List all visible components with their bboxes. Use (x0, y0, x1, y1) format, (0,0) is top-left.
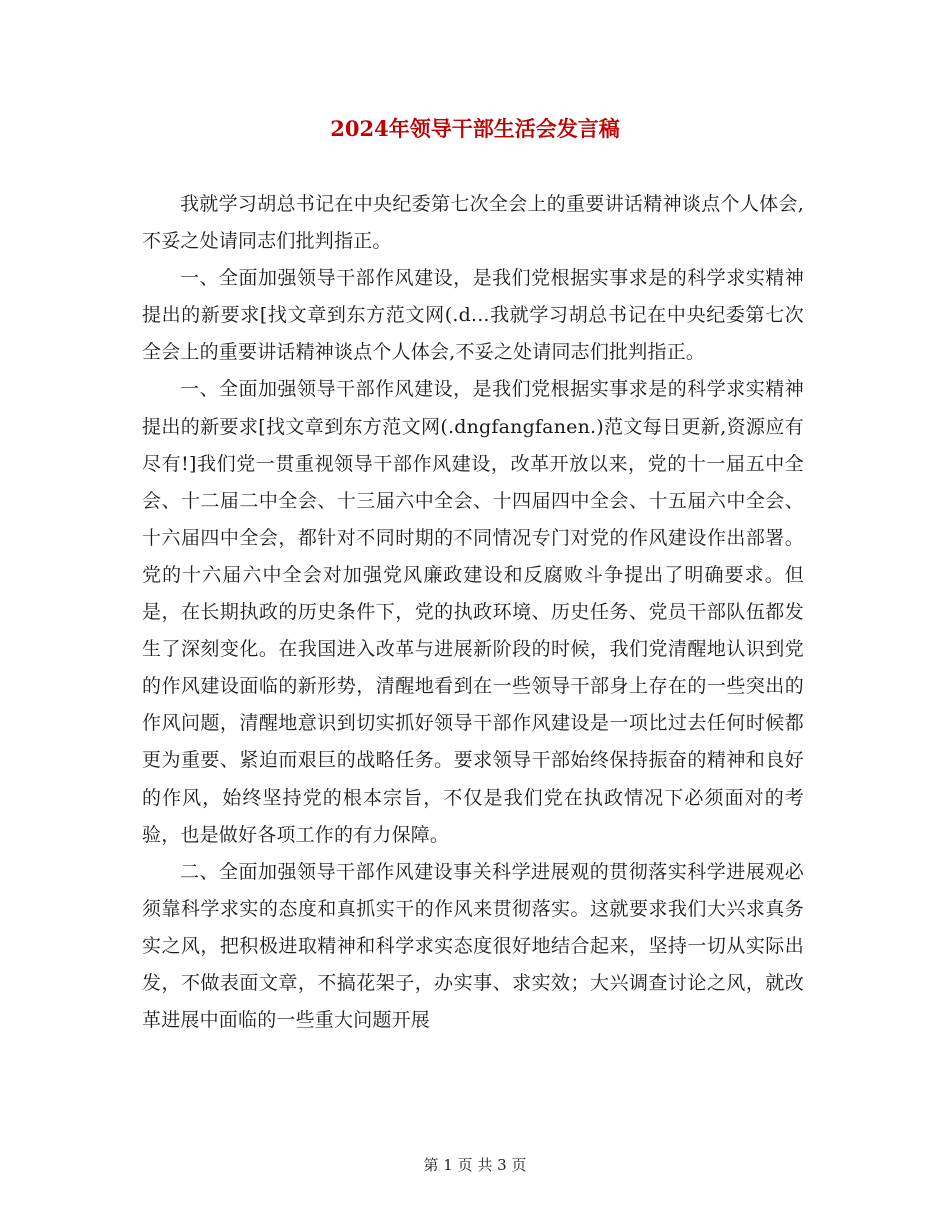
document-body (142, 186, 804, 1039)
paragraph-section-two: 二、全面加强领导干部作风建设事关科学进展观的贯彻落实科学进展观必须靠科学求实的态度和真抓实干的作风来贯彻落实。这就要求我们大兴求真务实之风，把积极进取精神和科学求实态度很好地结合起来，坚持一切从实际出发，不做表面文章，不搞花架子，办实事、求实效；大兴调查讨论之风，就改革进展中面临的一些重大问题开展 (142, 860, 804, 1032)
paragraph-section-one-b: 一、全面加强领导干部作风建设，是我们党根据实事求是的科学求实精神提出的新要求[找文章到东方范文网(.dngfangfanen.)范文每日更新,资源应有尽有!]我们党一贯重视领导干部作风建设，改革开放以来，党的十一届五中全会、十二届二中全会、十三届六中全会、十四届四中全会、十五届六中全会、十六届四中全会，都针对不同时期的不同情况专门对党的作风建设作出部署。党的十六届六中全会对加强党风廉政建设和反腐败斗争提出了明确要求。但是，在长期执政的历史条件下，党的执政环境、历史任务、党员干部队伍都发生了深刻变化。在我国进入改革与进展新阶段的时候，我们党清醒地认识到党的作风建设面临的新形势，清醒地看到在一些领导干部身上存在的一些突出的作风问题，清醒地意识到切实抓好领导干部作风建设是一项比过去任何时候都更为重要、紧迫而艰巨的战略任务。要求领导干部始终保持振奋的精神和良好的作风，始终坚持党的根本宗旨，不仅是我们党在执政情况下必须面对的考验，也是做好各项工作的有力保障。 (142, 378, 804, 846)
document-title: 2024年领导干部生活会发言稿 (330, 116, 620, 141)
paragraph-section-one-a: 一、全面加强领导干部作风建设，是我们党根据实事求是的科学求实精神提出的新要求[找文章到东方范文网(.d...我就学习胡总书记在中央纪委第七次全会上的重要讲话精神谈点个人体会,不妥之处请同志们批判指正。 (142, 267, 804, 364)
page-number-footer: 第 1 页 共 3 页 (423, 1156, 527, 1174)
paragraph-intro: 我就学习胡总书记在中央纪委第七次全会上的重要讲话精神谈点个人体会,不妥之处请同志们批判指正。 (142, 193, 804, 253)
